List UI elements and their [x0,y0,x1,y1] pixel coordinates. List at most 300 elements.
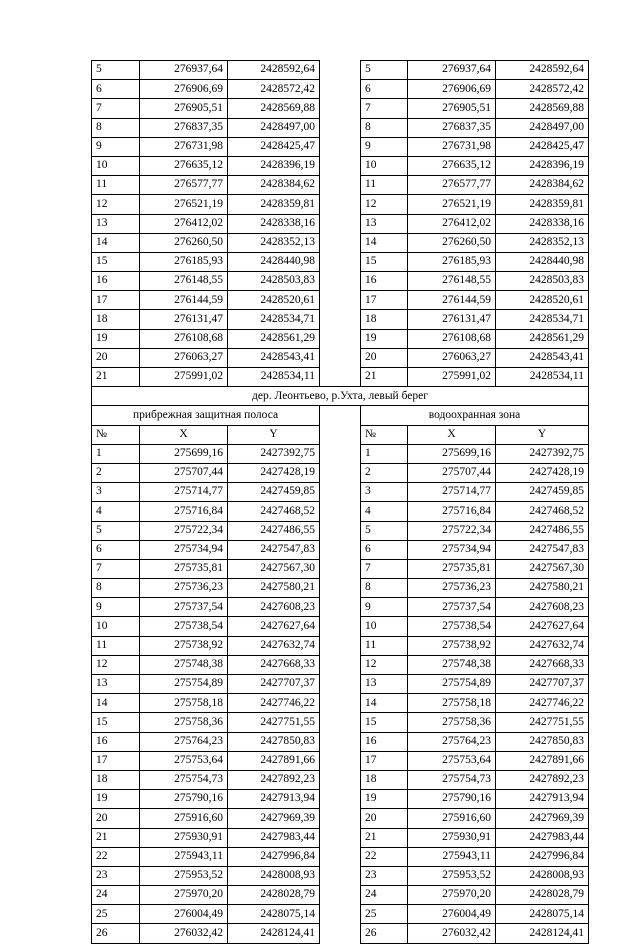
x-coordinate: 276148,55 [408,272,496,291]
x-coordinate: 275722,34 [140,521,228,540]
point-number: 15 [92,713,140,732]
point-number: 9 [92,137,140,156]
point-number: 11 [92,636,140,655]
column-gap [320,291,361,310]
column-gap [320,713,361,732]
y-coordinate: 2428572,42 [496,80,589,99]
y-coordinate: 2427632,74 [496,636,589,655]
y-coordinate: 2428534,11 [496,368,589,387]
point-number: 12 [361,655,408,674]
table-row [92,444,589,463]
y-coordinate: 2428520,61 [496,291,589,310]
point-number: 16 [361,732,408,751]
y-coordinate: 2427567,30 [228,559,320,578]
y-coordinate: 2427547,83 [228,540,320,559]
x-coordinate: 275699,16 [140,444,228,463]
y-coordinate: 2427668,33 [228,655,320,674]
point-number: 25 [361,905,408,924]
x-coordinate: 276521,19 [408,195,496,214]
point-number: 2 [361,463,408,482]
y-coordinate: 2427707,37 [228,675,320,694]
point-number: 7 [92,99,140,118]
point-number: 16 [92,732,140,751]
header-number: № [92,425,140,444]
x-coordinate: 275748,38 [140,655,228,674]
point-number: 16 [92,272,140,291]
table-row [92,214,589,233]
y-coordinate: 2428572,42 [228,80,320,99]
point-number: 5 [92,521,140,540]
x-coordinate: 276731,98 [140,137,228,156]
point-number: 5 [361,61,408,80]
point-number: 26 [92,924,140,943]
x-coordinate: 275916,60 [408,809,496,828]
x-coordinate: 275736,23 [408,579,496,598]
x-coordinate: 275722,34 [408,521,496,540]
column-gap [320,156,361,175]
x-coordinate: 276004,49 [408,905,496,924]
table-row [92,502,589,521]
point-number: 5 [92,61,140,80]
table-row [92,176,589,195]
y-coordinate: 2428075,14 [496,905,589,924]
point-number: 7 [361,559,408,578]
x-coordinate: 275707,44 [140,463,228,482]
table-row [92,732,589,751]
point-number: 9 [92,598,140,617]
x-coordinate: 276063,27 [408,348,496,367]
point-number: 19 [361,329,408,348]
table-row [92,156,589,175]
x-coordinate: 276148,55 [140,272,228,291]
x-coordinate: 275754,89 [140,675,228,694]
table-row [92,866,589,885]
point-number: 4 [361,502,408,521]
point-number: 6 [92,80,140,99]
column-gap [320,809,361,828]
y-coordinate: 2427983,44 [496,828,589,847]
left-zone-label: прибрежная защитная полоса [92,406,320,425]
y-coordinate: 2427751,55 [496,713,589,732]
column-gap [320,579,361,598]
table-row [92,80,589,99]
column-gap [320,195,361,214]
table-row [92,195,589,214]
x-coordinate: 275699,16 [408,444,496,463]
table-row [92,847,589,866]
y-coordinate: 2427580,21 [496,579,589,598]
x-coordinate: 275970,20 [140,886,228,905]
table-row [92,483,589,502]
column-gap [320,559,361,578]
y-coordinate: 2427969,39 [228,809,320,828]
header-x: X [140,425,228,444]
y-coordinate: 2428503,83 [228,272,320,291]
table-row [92,751,589,770]
table-row [92,99,589,118]
x-coordinate: 275738,92 [408,636,496,655]
point-number: 21 [92,828,140,847]
x-coordinate: 275943,11 [140,847,228,866]
point-number: 21 [361,828,408,847]
point-number: 15 [361,252,408,271]
column-gap [320,866,361,885]
x-coordinate: 276131,47 [408,310,496,329]
column-gap [320,233,361,252]
y-coordinate: 2427746,22 [496,694,589,713]
y-coordinate: 2427969,39 [496,809,589,828]
table-row [92,559,589,578]
y-coordinate: 2427913,94 [496,790,589,809]
point-number: 7 [92,559,140,578]
x-coordinate: 275930,91 [408,828,496,847]
x-coordinate: 276144,59 [140,291,228,310]
y-coordinate: 2427996,84 [496,847,589,866]
table-row [92,61,589,80]
point-number: 12 [92,195,140,214]
point-number: 17 [92,291,140,310]
y-coordinate: 2427392,75 [228,444,320,463]
point-number: 15 [361,713,408,732]
point-number: 13 [92,214,140,233]
x-coordinate: 275714,77 [408,483,496,502]
x-coordinate: 275735,81 [140,559,228,578]
point-number: 18 [92,310,140,329]
y-coordinate: 2428384,62 [228,176,320,195]
point-number: 22 [361,847,408,866]
point-number: 3 [361,483,408,502]
point-number: 24 [361,886,408,905]
table-row [92,233,589,252]
column-gap [320,99,361,118]
section-header [92,387,589,445]
column-gap [320,176,361,195]
point-number: 11 [361,636,408,655]
x-coordinate: 276032,42 [408,924,496,943]
x-coordinate: 275916,60 [140,809,228,828]
x-coordinate: 275734,94 [408,540,496,559]
x-coordinate: 276185,93 [140,252,228,271]
point-number: 20 [92,809,140,828]
y-coordinate: 2427486,55 [496,521,589,540]
table-row [92,790,589,809]
x-coordinate: 276144,59 [408,291,496,310]
table-row [92,137,589,156]
point-number: 21 [92,368,140,387]
x-coordinate: 276108,68 [140,329,228,348]
y-coordinate: 2427850,83 [228,732,320,751]
table-row [92,252,589,271]
point-number: 21 [361,368,408,387]
point-number: 9 [361,137,408,156]
y-coordinate: 2427891,66 [496,751,589,770]
x-coordinate: 276412,02 [408,214,496,233]
x-coordinate: 275738,92 [140,636,228,655]
point-number: 6 [361,540,408,559]
x-coordinate: 276185,93 [408,252,496,271]
column-gap [320,502,361,521]
column-gap [320,252,361,271]
point-number: 8 [92,118,140,137]
column-gap [320,598,361,617]
x-coordinate: 275738,54 [140,617,228,636]
column-gap [320,924,361,943]
x-coordinate: 275737,54 [408,598,496,617]
header-y: Y [496,425,589,444]
table-row [92,598,589,617]
y-coordinate: 2428520,61 [228,291,320,310]
y-coordinate: 2427707,37 [496,675,589,694]
x-coordinate: 276905,51 [408,99,496,118]
y-coordinate: 2428425,47 [228,137,320,156]
x-coordinate: 276937,64 [140,61,228,80]
x-coordinate: 275930,91 [140,828,228,847]
table-row [92,310,589,329]
x-coordinate: 276108,68 [408,329,496,348]
x-coordinate: 276837,35 [408,118,496,137]
y-coordinate: 2427983,44 [228,828,320,847]
y-coordinate: 2428534,11 [228,368,320,387]
x-coordinate: 276131,47 [140,310,228,329]
column-gap [320,770,361,789]
column-gap [320,272,361,291]
y-coordinate: 2428503,83 [496,272,589,291]
y-coordinate: 2428440,98 [496,252,589,271]
x-coordinate: 275734,94 [140,540,228,559]
column-gap [320,617,361,636]
point-number: 10 [92,156,140,175]
x-coordinate: 276577,77 [408,176,496,195]
point-number: 5 [361,521,408,540]
point-number: 2 [92,463,140,482]
point-number: 19 [92,790,140,809]
x-coordinate: 275764,23 [140,732,228,751]
coordinates-document [91,60,588,944]
table-row [92,368,589,387]
x-coordinate: 275716,84 [140,502,228,521]
point-number: 26 [361,924,408,943]
point-number: 20 [92,348,140,367]
y-coordinate: 2428534,71 [496,310,589,329]
y-coordinate: 2428384,62 [496,176,589,195]
point-number: 20 [361,348,408,367]
y-coordinate: 2428008,93 [228,866,320,885]
x-coordinate: 276905,51 [140,99,228,118]
x-coordinate: 276260,50 [408,233,496,252]
x-coordinate: 275754,89 [408,675,496,694]
point-number: 14 [361,233,408,252]
y-coordinate: 2427996,84 [228,847,320,866]
table-row [92,905,589,924]
point-number: 3 [92,483,140,502]
point-number: 17 [92,751,140,770]
y-coordinate: 2428124,41 [228,924,320,943]
column-gap [320,118,361,137]
point-number: 8 [361,579,408,598]
y-coordinate: 2427459,85 [496,483,589,502]
x-coordinate: 275758,36 [408,713,496,732]
point-number: 11 [361,176,408,195]
point-number: 14 [361,694,408,713]
point-number: 20 [361,809,408,828]
point-number: 7 [361,99,408,118]
y-coordinate: 2428396,19 [228,156,320,175]
y-coordinate: 2427627,64 [496,617,589,636]
column-gap [320,137,361,156]
table-row [92,521,589,540]
x-coordinate: 275758,36 [140,713,228,732]
table-row [92,770,589,789]
y-coordinate: 2427850,83 [496,732,589,751]
x-coordinate: 275753,64 [408,751,496,770]
point-number: 19 [92,329,140,348]
y-coordinate: 2428075,14 [228,905,320,924]
point-number: 1 [361,444,408,463]
point-number: 19 [361,790,408,809]
x-coordinate: 275736,23 [140,579,228,598]
y-coordinate: 2428008,93 [496,866,589,885]
y-coordinate: 2427428,19 [496,463,589,482]
point-number: 18 [361,770,408,789]
x-coordinate: 276906,69 [408,80,496,99]
point-number: 14 [92,694,140,713]
column-gap [320,444,361,463]
point-number: 8 [361,118,408,137]
x-coordinate: 276906,69 [140,80,228,99]
table-row [92,540,589,559]
y-coordinate: 2427608,23 [228,598,320,617]
y-coordinate: 2428396,19 [496,156,589,175]
y-coordinate: 2427428,19 [228,463,320,482]
column-gap [320,521,361,540]
y-coordinate: 2428497,00 [228,118,320,137]
table-row [92,694,589,713]
column-gap [320,483,361,502]
y-coordinate: 2427392,75 [496,444,589,463]
point-number: 1 [92,444,140,463]
column-gap [320,675,361,694]
x-coordinate: 276937,64 [408,61,496,80]
coordinates-table [91,60,589,944]
top-table-body [92,61,589,387]
point-number: 13 [92,675,140,694]
point-number: 13 [361,214,408,233]
column-gap [320,790,361,809]
point-number: 17 [361,751,408,770]
x-coordinate: 275953,52 [140,866,228,885]
table-row [92,579,589,598]
table-row [92,617,589,636]
x-coordinate: 275735,81 [408,559,496,578]
point-number: 18 [361,310,408,329]
column-gap [320,406,361,425]
bottom-table-body [92,444,589,943]
table-row [92,886,589,905]
x-coordinate: 275754,73 [140,770,228,789]
y-coordinate: 2428124,41 [496,924,589,943]
x-coordinate: 276063,27 [140,348,228,367]
x-coordinate: 275953,52 [408,866,496,885]
x-coordinate: 275790,16 [408,790,496,809]
y-coordinate: 2427486,55 [228,521,320,540]
y-coordinate: 2428425,47 [496,137,589,156]
y-coordinate: 2427627,64 [228,617,320,636]
x-coordinate: 275758,18 [140,694,228,713]
point-number: 25 [92,905,140,924]
point-number: 16 [361,272,408,291]
section-title: дер. Леонтьево, р.Ухта, левый берег [92,387,589,406]
point-number: 15 [92,252,140,271]
y-coordinate: 2428592,64 [496,61,589,80]
point-number: 10 [92,617,140,636]
y-coordinate: 2427459,85 [228,483,320,502]
x-coordinate: 276731,98 [408,137,496,156]
point-number: 8 [92,579,140,598]
table-row [92,675,589,694]
y-coordinate: 2427891,66 [228,751,320,770]
table-row [92,828,589,847]
column-gap [320,368,361,387]
column-gap [320,751,361,770]
point-number: 10 [361,617,408,636]
y-coordinate: 2428561,29 [228,329,320,348]
point-number: 24 [92,886,140,905]
y-coordinate: 2427913,94 [228,790,320,809]
x-coordinate: 275754,73 [408,770,496,789]
y-coordinate: 2428359,81 [496,195,589,214]
x-coordinate: 276412,02 [140,214,228,233]
column-gap [320,425,361,444]
x-coordinate: 275790,16 [140,790,228,809]
y-coordinate: 2427567,30 [496,559,589,578]
x-coordinate: 275758,18 [408,694,496,713]
y-coordinate: 2427547,83 [496,540,589,559]
x-coordinate: 275707,44 [408,463,496,482]
point-number: 12 [361,195,408,214]
point-number: 9 [361,598,408,617]
x-coordinate: 275716,84 [408,502,496,521]
column-gap [320,828,361,847]
table-row [92,924,589,943]
x-coordinate: 276521,19 [140,195,228,214]
y-coordinate: 2428497,00 [496,118,589,137]
table-row [92,348,589,367]
header-y: Y [228,425,320,444]
x-coordinate: 276837,35 [140,118,228,137]
table-row [92,291,589,310]
x-coordinate: 275991,02 [140,368,228,387]
y-coordinate: 2428028,79 [496,886,589,905]
column-gap [320,348,361,367]
column-gap [320,636,361,655]
column-gap [320,847,361,866]
column-gap [320,80,361,99]
right-zone-label: водоохранная зона [361,406,589,425]
table-row [92,655,589,674]
column-gap [320,732,361,751]
y-coordinate: 2427580,21 [228,579,320,598]
point-number: 17 [361,291,408,310]
y-coordinate: 2428352,13 [228,233,320,252]
table-row [92,636,589,655]
y-coordinate: 2427892,23 [496,770,589,789]
y-coordinate: 2428338,16 [228,214,320,233]
y-coordinate: 2427632,74 [228,636,320,655]
point-number: 14 [92,233,140,252]
y-coordinate: 2428569,88 [228,99,320,118]
x-coordinate: 275737,54 [140,598,228,617]
column-gap [320,463,361,482]
